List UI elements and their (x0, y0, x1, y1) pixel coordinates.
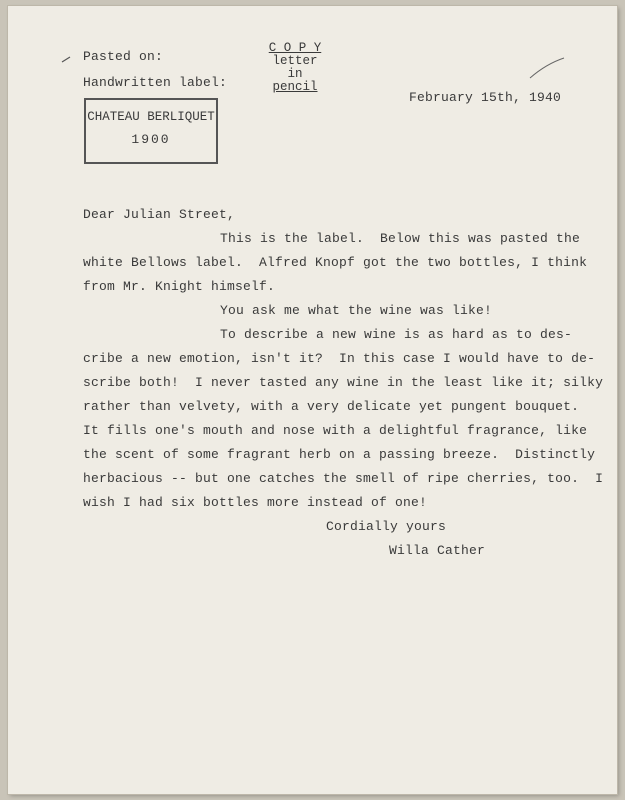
letter-line: cribe a new emotion, isn't it? In this case I would have to de- (83, 351, 596, 366)
letter-line: rather than velvety, with a very delicate yet pungent bouquet. (83, 399, 580, 414)
copy-note-line: letter (272, 54, 318, 68)
copy-note (261, 42, 329, 94)
letter-line: scribe both! I never tasted any wine in the least like it; silky (83, 375, 604, 390)
letter-line: To describe a new wine is as hard as to des- (220, 327, 573, 342)
letter-line: This is the label. Below this was pasted the (220, 231, 581, 246)
signature: Willa Cather (389, 543, 486, 558)
letter-line: herbacious -- but one catches the smell of ripe cherries, too. I (83, 471, 604, 486)
letter-line: the scent of some fragrant herb on a passing breeze. Distinctly (83, 447, 596, 462)
copy-note-line: in (287, 67, 303, 81)
label-name: CHATEAU BERLIQUET (87, 110, 215, 124)
pencil-stroke-mark (528, 52, 568, 82)
copy-note-title: C O P Y (268, 41, 322, 55)
pasted-on-label: Pasted on: (83, 49, 164, 64)
closing: Cordially yours (326, 519, 447, 534)
letter-line: wish I had six bottles more instead of one! (83, 495, 428, 510)
label-year: 1900 (131, 132, 171, 147)
letter-line: It fills one's mouth and nose with a delightful fragrance, like (83, 423, 588, 438)
pasted-label-box (84, 98, 218, 164)
letter-line: You ask me what the wine was like! (220, 303, 493, 318)
handwritten-label-caption: Handwritten label: (83, 75, 228, 90)
pencil-tick-mark (60, 54, 74, 64)
copy-note-line: pencil (272, 80, 318, 94)
document-sheet (8, 6, 617, 794)
salutation: Dear Julian Street, (83, 207, 236, 222)
letter-line: white Bellows label. Alfred Knopf got the two bottles, I think (83, 255, 588, 270)
letter-date: February 15th, 1940 (409, 90, 562, 105)
letter-line: from Mr. Knight himself. (83, 279, 276, 294)
